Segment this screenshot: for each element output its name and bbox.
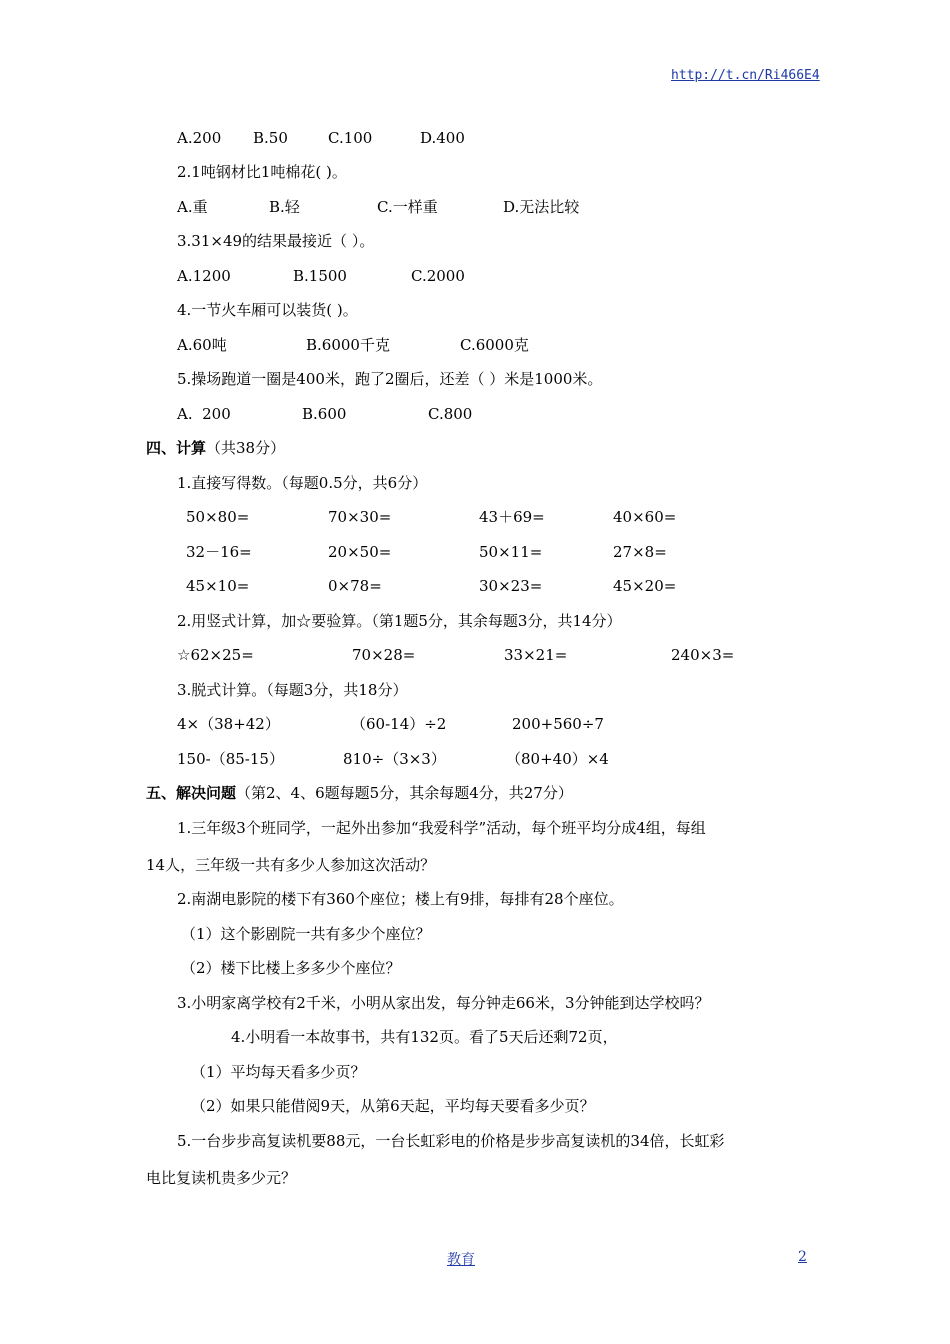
section5-heading-note: （第2、4、6题每题5分，其余每题4分，共27分） — [236, 784, 573, 802]
q2-option-a: A.重 — [177, 198, 208, 216]
section4-heading-note: （共38分） — [206, 439, 286, 457]
part1-item: 0×78= — [328, 577, 382, 595]
q5-stem: 5.操场跑道一圈是400米，跑了2圈后，还差（ ）米是1000米。 — [177, 370, 603, 388]
problem1-line2: 14人，三年级一共有多少人参加这次活动？ — [146, 856, 436, 874]
header-url-link[interactable]: http://t.cn/Ri466E4 — [671, 68, 820, 83]
problem5-line2: 电比复读机贵多少元？ — [146, 1169, 297, 1187]
q4-option-c: C.6000克 — [460, 336, 529, 354]
part2-item: ☆62×25= — [177, 646, 254, 664]
problem5-line1: 5.一台步步高复读机要88元，一台长虹彩电的价格是步步高复读机的34倍，长虹彩 — [177, 1132, 725, 1150]
part3-item: （60-14）÷2 — [351, 715, 447, 733]
section5-heading — [146, 783, 573, 803]
q1-option-b: B.50 — [253, 129, 288, 147]
q1-option-a: A.200 — [177, 129, 222, 147]
q4-option-b: B.6000千克 — [306, 336, 390, 354]
problem4: 4.小明看一本故事书，共有132页。看了5天后还剩72页， — [231, 1028, 618, 1046]
q3-option-b: B.1500 — [293, 267, 347, 285]
footer-link[interactable]: 教育 — [447, 1252, 475, 1268]
problem2-sub2: （2）楼下比楼上多多少个座位？ — [181, 959, 401, 977]
q3-option-c: C.2000 — [411, 267, 465, 285]
part1-item: 70×30= — [328, 508, 392, 526]
q3-option-a: A.1200 — [177, 267, 231, 285]
part2-item: 33×21= — [504, 646, 568, 664]
part1-item: 30×23= — [479, 577, 543, 595]
section4-part1-title: 1.直接写得数。（每题0.5分，共6分） — [177, 474, 428, 492]
q2-option-c: C.一样重 — [377, 198, 438, 216]
q2-option-b: B.轻 — [269, 198, 300, 216]
part3-item: 4×（38+42） — [177, 715, 280, 733]
page-number[interactable]: 2 — [798, 1249, 807, 1265]
part1-item: 40×60= — [613, 508, 677, 526]
section4-part3-title: 3.脱式计算。（每题3分，共18分） — [177, 681, 408, 699]
part1-item: 32－16= — [186, 543, 252, 561]
part2-item: 240×3= — [671, 646, 735, 664]
part1-item: 43＋69= — [479, 508, 545, 526]
part3-item: 810÷（3×3） — [343, 750, 446, 768]
q3-stem: 3.31×49的结果最接近（ ）。 — [177, 232, 375, 250]
problem1-line1: 1.三年级3个班同学，一起外出参加“我爱科学”活动，每个班平均分成4组，每组 — [177, 819, 706, 837]
q5-option-c: C.800 — [428, 405, 473, 423]
problem2: 2.南湖电影院的楼下有360个座位；楼上有9排，每排有28个座位。 — [177, 890, 624, 908]
part1-item: 27×8= — [613, 543, 667, 561]
q2-option-d: D.无法比较 — [503, 198, 580, 216]
q4-option-a: A.60吨 — [177, 336, 227, 354]
q5-option-a: A. 200 — [177, 405, 231, 423]
q1-option-c: C.100 — [328, 129, 373, 147]
part1-item: 50×80= — [186, 508, 250, 526]
part1-item: 45×20= — [613, 577, 677, 595]
part3-item: （80+40）×4 — [506, 750, 609, 768]
q5-option-b: B.600 — [302, 405, 347, 423]
part1-item: 20×50= — [328, 543, 392, 561]
problem2-sub1: （1）这个影剧院一共有多少个座位？ — [181, 925, 431, 943]
part3-item: 200+560÷7 — [512, 715, 604, 733]
q1-option-d: D.400 — [420, 129, 465, 147]
problem4-sub1: （1）平均每天看多少页？ — [191, 1063, 366, 1081]
section4-title: 四、计算 — [146, 439, 207, 457]
section5-title: 五、解决问题 — [146, 784, 237, 802]
q2-stem: 2.1吨钢材比1吨棉花( )。 — [177, 163, 347, 181]
section4-heading — [146, 438, 285, 458]
q4-stem: 4.一节火车厢可以装货( )。 — [177, 301, 358, 319]
part3-item: 150-（85-15） — [177, 750, 284, 768]
problem3: 3.小明家离学校有2千米，小明从家出发，每分钟走66米，3分钟能到达学校吗？ — [177, 994, 710, 1012]
section4-part2-title: 2.用竖式计算，加☆要验算。（第1题5分，其余每题3分，共14分） — [177, 612, 622, 630]
part1-item: 50×11= — [479, 543, 543, 561]
part2-item: 70×28= — [352, 646, 416, 664]
part1-item: 45×10= — [186, 577, 250, 595]
problem4-sub2: （2）如果只能借阅9天，从第6天起，平均每天要看多少页？ — [191, 1097, 595, 1115]
